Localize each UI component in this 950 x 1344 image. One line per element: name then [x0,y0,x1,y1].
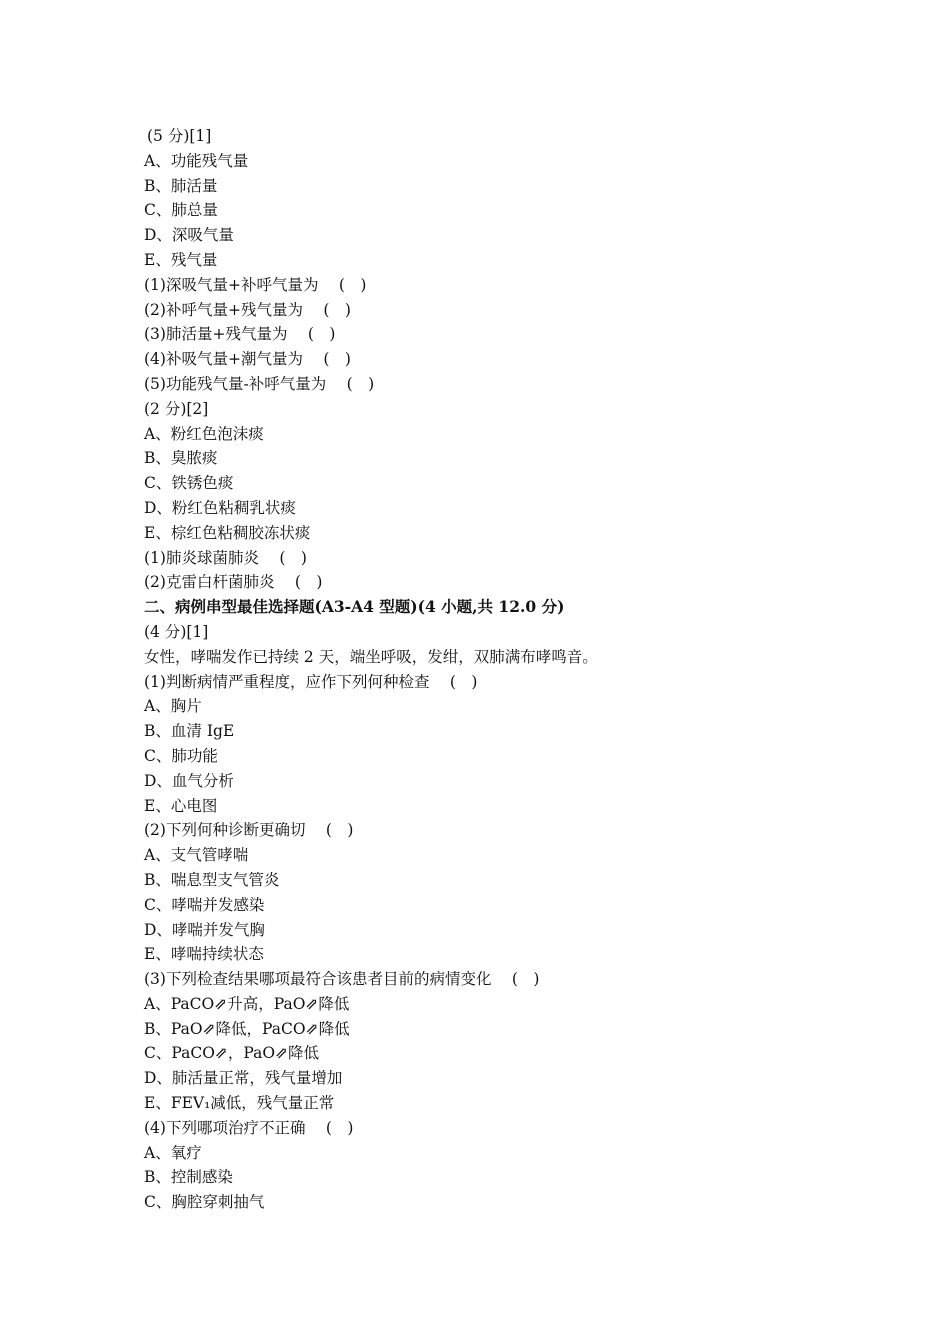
option-line: B、喘息型支气管炎 [144,870,280,889]
option-line: A、功能残气量 [144,151,249,170]
option-line: E、棕红色粘稠胶冻状痰 [144,523,311,542]
option-line: D、哮喘并发气胸 [144,920,265,939]
option-line: B、臭脓痰 [144,449,218,468]
option-line: A、支气管哮喘 [144,846,249,865]
score-header: (4 分)[1] [144,622,209,641]
question-line: (5)功能残气量-补呼气量为 ( ) [144,374,375,393]
option-line: C、哮喘并发感染 [144,895,265,914]
option-line: E、FEV₁减低，残气量正常 [144,1094,335,1113]
question-line: (3)下列检查结果哪项最符合该患者目前的病情变化 ( ) [144,970,540,989]
option-line: D、血气分析 [144,771,234,790]
option-line: C、肺总量 [144,201,218,220]
option-line: E、哮喘持续状态 [144,945,264,964]
option-line: B、血清 IgE [144,722,235,741]
section-heading: 二、病例串型最佳选择题(A3-A4 型题)(4 小题,共 12.0 分) [144,597,565,617]
option-line: A、粉红色泡沫痰 [144,424,264,443]
option-line: B、控制感染 [144,1168,233,1187]
option-line: C、胸腔穿刺抽气 [144,1193,265,1212]
question-line: (1)深吸气量+补呼气量为 ( ) [144,275,367,294]
question-line: (3)肺活量+残气量为 ( ) [144,325,336,344]
option-line: C、肺功能 [144,746,218,765]
option-line: B、PaO⇗降低，PaCO⇗降低 [144,1019,350,1038]
question-line: (2)补呼气量+残气量为 ( ) [144,300,351,319]
option-line: D、粉红色粘稠乳状痰 [144,498,296,517]
question-line: (1)判断病情严重程度，应作下列何种检查 ( ) [144,672,478,691]
option-line: D、深吸气量 [144,226,234,245]
score-header: (5 分)[1] [147,127,212,145]
option-line: B、肺活量 [144,176,218,195]
case-description: 女性，哮喘发作已持续 2 天，端坐呼吸，发绀，双肺满布哮鸣音。 [144,647,598,666]
score-header: (2 分)[2] [144,399,209,418]
option-line: A、胸片 [144,697,202,716]
question-line: (4)下列哪项治疗不正确 ( ) [144,1118,354,1137]
question-line: (2)下列何种诊断更确切 ( ) [144,821,354,840]
option-line: D、肺活量正常，残气量增加 [144,1069,343,1088]
option-line: C、铁锈色痰 [144,474,234,493]
question-line: (4)补吸气量+潮气量为 ( ) [144,350,351,369]
option-line: E、残气量 [144,250,218,269]
option-line: C、PaCO⇗，PaO⇗降低 [144,1044,320,1063]
option-line: A、氧疗 [144,1143,202,1162]
option-line: E、心电图 [144,796,218,815]
option-line: A、PaCO⇗升高，PaO⇗降低 [144,994,350,1013]
document-page [144,124,844,1215]
question-line: (2)克雷白杆菌肺炎 ( ) [144,573,323,592]
question-line: (1)肺炎球菌肺炎 ( ) [144,548,307,567]
